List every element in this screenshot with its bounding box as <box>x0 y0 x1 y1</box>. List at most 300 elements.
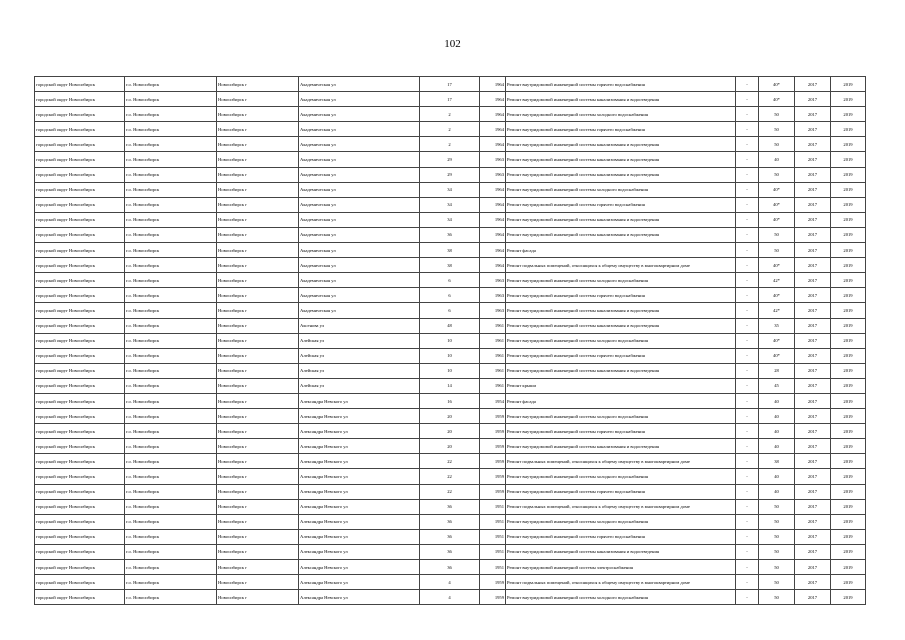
start-year-cell: 2017 <box>795 182 831 197</box>
start-year-cell: 2017 <box>795 499 831 514</box>
build-year-cell: 1951 <box>480 529 506 544</box>
start-year-cell: 2017 <box>795 363 831 378</box>
street-cell: Алейская ул <box>299 378 420 393</box>
work-type-cell: Ремонт внутридомовой инженерной системы холодного водоснабжения <box>506 182 736 197</box>
work-type-cell: Ремонт внутридомовой инженерной системы холодного водоснабжения <box>506 107 736 122</box>
build-year-cell: 1961 <box>480 318 506 333</box>
municipality-cell: г.о. Новосибирск <box>125 273 217 288</box>
build-year-cell: 1959 <box>480 484 506 499</box>
dash-cell: - <box>736 333 759 348</box>
work-type-cell: Ремонт внутридомовой инженерной системы канализования и водоотведения <box>506 318 736 333</box>
table-row <box>35 288 866 303</box>
end-year-cell: 2019 <box>831 363 866 378</box>
end-year-cell: 2019 <box>831 469 866 484</box>
build-year-cell: 1961 <box>480 363 506 378</box>
house-number-cell: 2 <box>420 122 480 137</box>
end-year-cell: 2019 <box>831 318 866 333</box>
house-number-cell: 6 <box>420 288 480 303</box>
table-row <box>35 92 866 107</box>
municipality-cell: г.о. Новосибирск <box>125 409 217 424</box>
start-year-cell: 2017 <box>795 288 831 303</box>
locality-cell: Новосибирск г <box>217 348 299 363</box>
start-year-cell: 2017 <box>795 227 831 242</box>
start-year-cell: 2017 <box>795 514 831 529</box>
street-cell: Аксенова ул <box>299 318 420 333</box>
table-row <box>35 77 866 92</box>
work-type-cell: Ремонт внутридомовой инженерной системы холодного водоснабжения <box>506 469 736 484</box>
district-cell: городской округ Новосибирск <box>35 560 125 575</box>
work-type-cell: Ремонт фасада <box>506 393 736 408</box>
table-row <box>35 273 866 288</box>
locality-cell: Новосибирск г <box>217 122 299 137</box>
price-cell: 40* <box>759 288 795 303</box>
start-year-cell: 2017 <box>795 273 831 288</box>
district-cell: городской округ Новосибирск <box>35 197 125 212</box>
work-type-cell: Ремонт подвальных помещений, относящихся к общему имуществу в многоквартирном доме <box>506 454 736 469</box>
house-number-cell: 29 <box>420 167 480 182</box>
capital-repair-table <box>34 76 866 605</box>
dash-cell: - <box>736 499 759 514</box>
locality-cell: Новосибирск г <box>217 212 299 227</box>
locality-cell: Новосибирск г <box>217 590 299 605</box>
table-body <box>35 77 866 605</box>
house-number-cell: 38 <box>420 243 480 258</box>
start-year-cell: 2017 <box>795 137 831 152</box>
build-year-cell: 1963 <box>480 273 506 288</box>
dash-cell: - <box>736 560 759 575</box>
price-cell: 40* <box>759 197 795 212</box>
district-cell: городской округ Новосибирск <box>35 590 125 605</box>
house-number-cell: 36 <box>420 544 480 559</box>
municipality-cell: г.о. Новосибирск <box>125 303 217 318</box>
house-number-cell: 34 <box>420 197 480 212</box>
locality-cell: Новосибирск г <box>217 288 299 303</box>
locality-cell: Новосибирск г <box>217 273 299 288</box>
municipality-cell: г.о. Новосибирск <box>125 288 217 303</box>
price-cell: 50 <box>759 122 795 137</box>
table-row <box>35 363 866 378</box>
street-cell: Алейская ул <box>299 348 420 363</box>
house-number-cell: 4 <box>420 575 480 590</box>
start-year-cell: 2017 <box>795 529 831 544</box>
municipality-cell: г.о. Новосибирск <box>125 590 217 605</box>
district-cell: городской округ Новосибирск <box>35 273 125 288</box>
district-cell: городской округ Новосибирск <box>35 288 125 303</box>
price-cell: 50 <box>759 167 795 182</box>
locality-cell: Новосибирск г <box>217 378 299 393</box>
end-year-cell: 2019 <box>831 529 866 544</box>
end-year-cell: 2019 <box>831 182 866 197</box>
start-year-cell: 2017 <box>795 439 831 454</box>
municipality-cell: г.о. Новосибирск <box>125 348 217 363</box>
price-cell: 50 <box>759 227 795 242</box>
work-type-cell: Ремонт внутридомовой инженерной системы канализования и водоотведения <box>506 544 736 559</box>
end-year-cell: 2019 <box>831 424 866 439</box>
price-cell: 42* <box>759 303 795 318</box>
work-type-cell: Ремонт внутридомовой инженерной системы горячего водоснабжения <box>506 424 736 439</box>
work-type-cell: Ремонт внутридомовой инженерной системы канализования и водоотведения <box>506 152 736 167</box>
house-number-cell: 14 <box>420 378 480 393</box>
house-number-cell: 4 <box>420 590 480 605</box>
end-year-cell: 2019 <box>831 544 866 559</box>
street-cell: Академическая ул <box>299 258 420 273</box>
work-type-cell: Ремонт внутридомовой инженерной системы канализования и водоотведения <box>506 92 736 107</box>
municipality-cell: г.о. Новосибирск <box>125 378 217 393</box>
dash-cell: - <box>736 575 759 590</box>
build-year-cell: 1959 <box>480 575 506 590</box>
locality-cell: Новосибирск г <box>217 469 299 484</box>
price-cell: 42* <box>759 273 795 288</box>
locality-cell: Новосибирск г <box>217 107 299 122</box>
house-number-cell: 36 <box>420 560 480 575</box>
build-year-cell: 1964 <box>480 182 506 197</box>
end-year-cell: 2019 <box>831 439 866 454</box>
house-number-cell: 36 <box>420 227 480 242</box>
table-row <box>35 499 866 514</box>
build-year-cell: 1951 <box>480 514 506 529</box>
price-cell: 40* <box>759 212 795 227</box>
district-cell: городской округ Новосибирск <box>35 424 125 439</box>
municipality-cell: г.о. Новосибирск <box>125 122 217 137</box>
table-row <box>35 167 866 182</box>
house-number-cell: 10 <box>420 348 480 363</box>
house-number-cell: 2 <box>420 107 480 122</box>
house-number-cell: 17 <box>420 77 480 92</box>
end-year-cell: 2019 <box>831 92 866 107</box>
locality-cell: Новосибирск г <box>217 424 299 439</box>
table-row <box>35 197 866 212</box>
price-cell: 50 <box>759 499 795 514</box>
district-cell: городской округ Новосибирск <box>35 333 125 348</box>
municipality-cell: г.о. Новосибирск <box>125 318 217 333</box>
street-cell: Александра Невского ул <box>299 544 420 559</box>
work-type-cell: Ремонт внутридомовой инженерной системы холодного водоснабжения <box>506 590 736 605</box>
locality-cell: Новосибирск г <box>217 167 299 182</box>
end-year-cell: 2019 <box>831 167 866 182</box>
table-row <box>35 439 866 454</box>
locality-cell: Новосибирск г <box>217 484 299 499</box>
start-year-cell: 2017 <box>795 409 831 424</box>
house-number-cell: 10 <box>420 333 480 348</box>
district-cell: городской округ Новосибирск <box>35 363 125 378</box>
street-cell: Академическая ул <box>299 288 420 303</box>
work-type-cell: Ремонт подвальных помещений, относящихся к общему имуществу в многоквартирном доме <box>506 575 736 590</box>
table-row <box>35 227 866 242</box>
work-type-cell: Ремонт подвальных помещений, относящихся к общему имуществу в многоквартирном доме <box>506 258 736 273</box>
municipality-cell: г.о. Новосибирск <box>125 77 217 92</box>
price-cell: 35 <box>759 318 795 333</box>
dash-cell: - <box>736 363 759 378</box>
district-cell: городской округ Новосибирск <box>35 484 125 499</box>
table-row <box>35 393 866 408</box>
street-cell: Академическая ул <box>299 137 420 152</box>
table-row <box>35 348 866 363</box>
build-year-cell: 1964 <box>480 227 506 242</box>
street-cell: Александра Невского ул <box>299 560 420 575</box>
work-type-cell: Ремонт внутридомовой инженерной системы горячего водоснабжения <box>506 197 736 212</box>
dash-cell: - <box>736 393 759 408</box>
house-number-cell: 22 <box>420 469 480 484</box>
price-cell: 40 <box>759 439 795 454</box>
end-year-cell: 2019 <box>831 212 866 227</box>
street-cell: Академическая ул <box>299 227 420 242</box>
start-year-cell: 2017 <box>795 122 831 137</box>
municipality-cell: г.о. Новосибирск <box>125 393 217 408</box>
start-year-cell: 2017 <box>795 393 831 408</box>
locality-cell: Новосибирск г <box>217 575 299 590</box>
end-year-cell: 2019 <box>831 122 866 137</box>
price-cell: 40 <box>759 393 795 408</box>
municipality-cell: г.о. Новосибирск <box>125 258 217 273</box>
locality-cell: Новосибирск г <box>217 363 299 378</box>
price-cell: 40* <box>759 348 795 363</box>
district-cell: городской округ Новосибирск <box>35 227 125 242</box>
page-number: 102 <box>444 38 461 50</box>
table-row <box>35 424 866 439</box>
locality-cell: Новосибирск г <box>217 303 299 318</box>
build-year-cell: 1964 <box>480 212 506 227</box>
dash-cell: - <box>736 212 759 227</box>
house-number-cell: 36 <box>420 499 480 514</box>
dash-cell: - <box>736 529 759 544</box>
street-cell: Алейская ул <box>299 333 420 348</box>
house-number-cell: 22 <box>420 454 480 469</box>
street-cell: Академическая ул <box>299 152 420 167</box>
street-cell: Академическая ул <box>299 273 420 288</box>
district-cell: городской округ Новосибирск <box>35 258 125 273</box>
table-row <box>35 152 866 167</box>
district-cell: городской округ Новосибирск <box>35 514 125 529</box>
work-type-cell: Ремонт внутридомовой инженерной системы канализования и водоотведения <box>506 303 736 318</box>
district-cell: городской округ Новосибирск <box>35 454 125 469</box>
work-type-cell: Ремонт внутридомовой инженерной системы канализования и водоотведения <box>506 439 736 454</box>
table-row <box>35 409 866 424</box>
price-cell: 40* <box>759 182 795 197</box>
locality-cell: Новосибирск г <box>217 529 299 544</box>
locality-cell: Новосибирск г <box>217 243 299 258</box>
house-number-cell: 34 <box>420 182 480 197</box>
table-row <box>35 212 866 227</box>
municipality-cell: г.о. Новосибирск <box>125 529 217 544</box>
work-type-cell: Ремонт внутридомовой инженерной системы горячего водоснабжения <box>506 348 736 363</box>
start-year-cell: 2017 <box>795 258 831 273</box>
dash-cell: - <box>736 107 759 122</box>
start-year-cell: 2017 <box>795 303 831 318</box>
price-cell: 40 <box>759 424 795 439</box>
municipality-cell: г.о. Новосибирск <box>125 484 217 499</box>
street-cell: Александра Невского ул <box>299 393 420 408</box>
locality-cell: Новосибирск г <box>217 454 299 469</box>
dash-cell: - <box>736 243 759 258</box>
build-year-cell: 1964 <box>480 258 506 273</box>
district-cell: городской округ Новосибирск <box>35 439 125 454</box>
end-year-cell: 2019 <box>831 107 866 122</box>
build-year-cell: 1951 <box>480 499 506 514</box>
end-year-cell: 2019 <box>831 590 866 605</box>
start-year-cell: 2017 <box>795 197 831 212</box>
price-cell: 50 <box>759 107 795 122</box>
table-row <box>35 529 866 544</box>
table-row <box>35 318 866 333</box>
house-number-cell: 16 <box>420 393 480 408</box>
locality-cell: Новосибирск г <box>217 560 299 575</box>
build-year-cell: 1961 <box>480 333 506 348</box>
street-cell: Александра Невского ул <box>299 575 420 590</box>
house-number-cell: 36 <box>420 529 480 544</box>
start-year-cell: 2017 <box>795 454 831 469</box>
dash-cell: - <box>736 318 759 333</box>
municipality-cell: г.о. Новосибирск <box>125 575 217 590</box>
build-year-cell: 1964 <box>480 137 506 152</box>
district-cell: городской округ Новосибирск <box>35 122 125 137</box>
start-year-cell: 2017 <box>795 318 831 333</box>
municipality-cell: г.о. Новосибирск <box>125 137 217 152</box>
table-row <box>35 590 866 605</box>
build-year-cell: 1959 <box>480 590 506 605</box>
price-cell: 40* <box>759 77 795 92</box>
house-number-cell: 17 <box>420 92 480 107</box>
house-number-cell: 29 <box>420 152 480 167</box>
district-cell: городской округ Новосибирск <box>35 137 125 152</box>
locality-cell: Новосибирск г <box>217 333 299 348</box>
district-cell: городской округ Новосибирск <box>35 544 125 559</box>
house-number-cell: 10 <box>420 363 480 378</box>
municipality-cell: г.о. Новосибирск <box>125 544 217 559</box>
dash-cell: - <box>736 484 759 499</box>
work-type-cell: Ремонт внутридомовой инженерной системы холодного водоснабжения <box>506 514 736 529</box>
start-year-cell: 2017 <box>795 167 831 182</box>
work-type-cell: Ремонт внутридомовой инженерной системы горячего водоснабжения <box>506 529 736 544</box>
start-year-cell: 2017 <box>795 333 831 348</box>
start-year-cell: 2017 <box>795 590 831 605</box>
end-year-cell: 2019 <box>831 303 866 318</box>
street-cell: Александра Невского ул <box>299 454 420 469</box>
locality-cell: Новосибирск г <box>217 227 299 242</box>
district-cell: городской округ Новосибирск <box>35 469 125 484</box>
locality-cell: Новосибирск г <box>217 137 299 152</box>
work-type-cell: Ремонт внутридомовой инженерной системы канализования и водоотведения <box>506 227 736 242</box>
municipality-cell: г.о. Новосибирск <box>125 514 217 529</box>
district-cell: городской округ Новосибирск <box>35 212 125 227</box>
street-cell: Академическая ул <box>299 167 420 182</box>
house-number-cell: 6 <box>420 273 480 288</box>
table-row <box>35 469 866 484</box>
street-cell: Академическая ул <box>299 212 420 227</box>
table-row <box>35 258 866 273</box>
municipality-cell: г.о. Новосибирск <box>125 424 217 439</box>
dash-cell: - <box>736 288 759 303</box>
build-year-cell: 1964 <box>480 197 506 212</box>
municipality-cell: г.о. Новосибирск <box>125 197 217 212</box>
end-year-cell: 2019 <box>831 333 866 348</box>
municipality-cell: г.о. Новосибирск <box>125 152 217 167</box>
street-cell: Александра Невского ул <box>299 484 420 499</box>
street-cell: Академическая ул <box>299 122 420 137</box>
municipality-cell: г.о. Новосибирск <box>125 499 217 514</box>
start-year-cell: 2017 <box>795 77 831 92</box>
table-row <box>35 333 866 348</box>
locality-cell: Новосибирск г <box>217 393 299 408</box>
work-type-cell: Ремонт внутридомовой инженерной системы холодного водоснабжения <box>506 333 736 348</box>
dash-cell: - <box>736 303 759 318</box>
end-year-cell: 2019 <box>831 273 866 288</box>
work-type-cell: Ремонт внутридомовой инженерной системы канализования и водоотведения <box>506 137 736 152</box>
price-cell: 50 <box>759 243 795 258</box>
end-year-cell: 2019 <box>831 575 866 590</box>
end-year-cell: 2019 <box>831 348 866 363</box>
locality-cell: Новосибирск г <box>217 318 299 333</box>
municipality-cell: г.о. Новосибирск <box>125 333 217 348</box>
district-cell: городской округ Новосибирск <box>35 499 125 514</box>
start-year-cell: 2017 <box>795 469 831 484</box>
price-cell: 45 <box>759 378 795 393</box>
locality-cell: Новосибирск г <box>217 409 299 424</box>
municipality-cell: г.о. Новосибирск <box>125 243 217 258</box>
street-cell: Александра Невского ул <box>299 409 420 424</box>
start-year-cell: 2017 <box>795 212 831 227</box>
work-type-cell: Ремонт внутридомовой инженерной системы канализования и водоотведения <box>506 167 736 182</box>
build-year-cell: 1961 <box>480 378 506 393</box>
price-cell: 40 <box>759 152 795 167</box>
municipality-cell: г.о. Новосибирск <box>125 454 217 469</box>
locality-cell: Новосибирск г <box>217 152 299 167</box>
price-cell: 40* <box>759 258 795 273</box>
end-year-cell: 2019 <box>831 454 866 469</box>
work-type-cell: Ремонт внутридомовой инженерной системы горячего водоснабжения <box>506 77 736 92</box>
dash-cell: - <box>736 439 759 454</box>
start-year-cell: 2017 <box>795 484 831 499</box>
table-row <box>35 243 866 258</box>
table-row <box>35 182 866 197</box>
start-year-cell: 2017 <box>795 424 831 439</box>
dash-cell: - <box>736 152 759 167</box>
price-cell: 50 <box>759 137 795 152</box>
end-year-cell: 2019 <box>831 152 866 167</box>
price-cell: 40 <box>759 484 795 499</box>
table-row <box>35 122 866 137</box>
locality-cell: Новосибирск г <box>217 514 299 529</box>
district-cell: городской округ Новосибирск <box>35 529 125 544</box>
work-type-cell: Ремонт внутридомовой инженерной системы горячего водоснабжения <box>506 122 736 137</box>
street-cell: Академическая ул <box>299 182 420 197</box>
locality-cell: Новосибирск г <box>217 439 299 454</box>
district-cell: городской округ Новосибирск <box>35 378 125 393</box>
dash-cell: - <box>736 137 759 152</box>
end-year-cell: 2019 <box>831 393 866 408</box>
municipality-cell: г.о. Новосибирск <box>125 107 217 122</box>
municipality-cell: г.о. Новосибирск <box>125 167 217 182</box>
house-number-cell: 20 <box>420 424 480 439</box>
price-cell: 50 <box>759 529 795 544</box>
end-year-cell: 2019 <box>831 243 866 258</box>
build-year-cell: 1954 <box>480 393 506 408</box>
dash-cell: - <box>736 514 759 529</box>
street-cell: Алейская ул <box>299 363 420 378</box>
build-year-cell: 1959 <box>480 454 506 469</box>
house-number-cell: 20 <box>420 409 480 424</box>
house-number-cell: 20 <box>420 439 480 454</box>
build-year-cell: 1961 <box>480 348 506 363</box>
build-year-cell: 1964 <box>480 92 506 107</box>
price-cell: 40* <box>759 333 795 348</box>
end-year-cell: 2019 <box>831 227 866 242</box>
table-row <box>35 137 866 152</box>
table-row <box>35 544 866 559</box>
start-year-cell: 2017 <box>795 107 831 122</box>
price-cell: 28 <box>759 363 795 378</box>
street-cell: Академическая ул <box>299 107 420 122</box>
work-type-cell: Ремонт внутридомовой инженерной системы горячего водоснабжения <box>506 288 736 303</box>
